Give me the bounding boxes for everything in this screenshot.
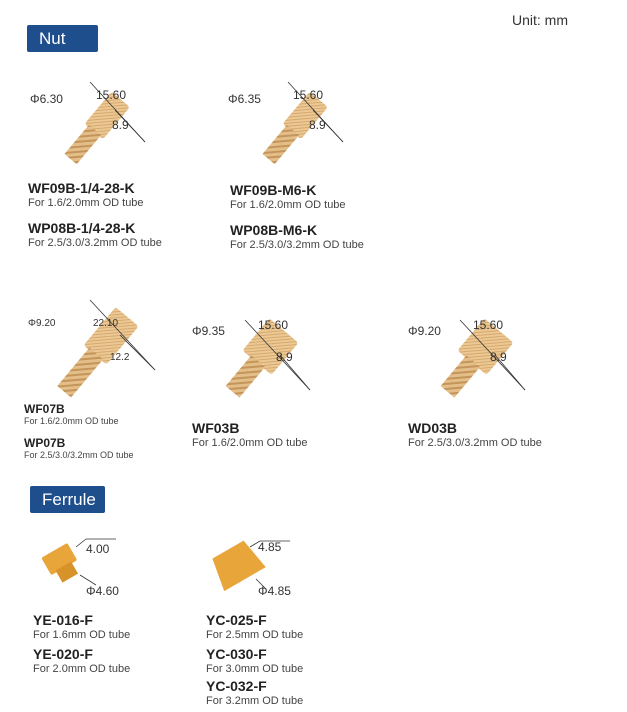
ferrule-2-desc-3: For 3.2mm OD tube <box>206 695 304 707</box>
ferrule-2-model-1: YC-025-F <box>206 612 267 628</box>
ferrule-1-desc-1: For 1.6mm OD tube <box>33 629 131 641</box>
ferrule-2-bottom: Φ4.85 <box>258 584 291 598</box>
nut-4-diameter: Φ9.35 <box>192 324 225 338</box>
nut-drawing-3 <box>40 300 160 410</box>
nut-1-desc-1: For 1.6/2.0mm OD tube <box>28 197 144 209</box>
ferrule-1-model-1: YE-016-F <box>33 612 93 628</box>
nut-3-length: 22.10 <box>93 318 119 329</box>
nut-3-desc-2: For 2.5/3.0/3.2mm OD tube <box>24 450 134 460</box>
nut-5-model-1: WD03B <box>408 420 458 436</box>
nut-2-diameter: Φ6.35 <box>228 92 261 106</box>
nut-4-length: 15.60 <box>258 318 289 332</box>
nut-3-thread: 12.2 <box>110 352 130 363</box>
nut-1-desc-2: For 2.5/3.0/3.2mm OD tube <box>28 237 162 249</box>
nut-4-desc-1: For 1.6/2.0mm OD tube <box>192 437 308 449</box>
nut-4-model-1: WF03B <box>192 420 240 436</box>
ferrule-2-top: 4.85 <box>258 540 282 554</box>
unit-label: Unit: mm <box>512 12 568 28</box>
nut-3-desc-1: For 1.6/2.0mm OD tube <box>24 416 119 426</box>
nut-2-desc-1: For 1.6/2.0mm OD tube <box>230 199 346 211</box>
nut-1-model-1: WF09B-1/4-28-K <box>28 180 135 196</box>
section-badge-ferrule: Ferrule <box>30 486 105 513</box>
ferrule-2-model-3: YC-032-F <box>206 678 267 694</box>
nut-2-length: 15.60 <box>293 88 324 102</box>
nut-2-model-2: WP08B-M6-K <box>230 222 318 238</box>
nut-3-model-1: WF07B <box>24 402 65 416</box>
nut-5-thread: 8.9 <box>490 350 507 364</box>
ferrule-1-bottom: Φ4.60 <box>86 584 119 598</box>
nut-1-model-2: WP08B-1/4-28-K <box>28 220 136 236</box>
ferrule-1-top: 4.00 <box>86 542 110 556</box>
nut-2-model-1: WF09B-M6-K <box>230 182 317 198</box>
ferrule-2-model-2: YC-030-F <box>206 646 267 662</box>
nut-5-desc-1: For 2.5/3.0/3.2mm OD tube <box>408 437 542 449</box>
nut-2-desc-2: For 2.5/3.0/3.2mm OD tube <box>230 239 364 251</box>
nut-2-thread: 8.9 <box>309 118 326 132</box>
ferrule-1-desc-2: For 2.0mm OD tube <box>33 663 131 675</box>
nut-1-thread: 8.9 <box>112 118 129 132</box>
nut-5-diameter: Φ9.20 <box>408 324 441 338</box>
nut-3-diameter: Φ9.20 <box>28 318 56 329</box>
section-badge-nut: Nut <box>27 25 98 52</box>
ferrule-2-desc-1: For 2.5mm OD tube <box>206 629 304 641</box>
nut-3-model-2: WP07B <box>24 436 66 450</box>
ferrule-1-model-2: YE-020-F <box>33 646 93 662</box>
nut-4-thread: 8.9 <box>276 350 293 364</box>
ferrule-2-desc-2: For 3.0mm OD tube <box>206 663 304 675</box>
nut-1-length: 15.60 <box>96 88 127 102</box>
nut-1-diameter: Φ6.30 <box>30 92 63 106</box>
nut-5-length: 15.60 <box>473 318 504 332</box>
